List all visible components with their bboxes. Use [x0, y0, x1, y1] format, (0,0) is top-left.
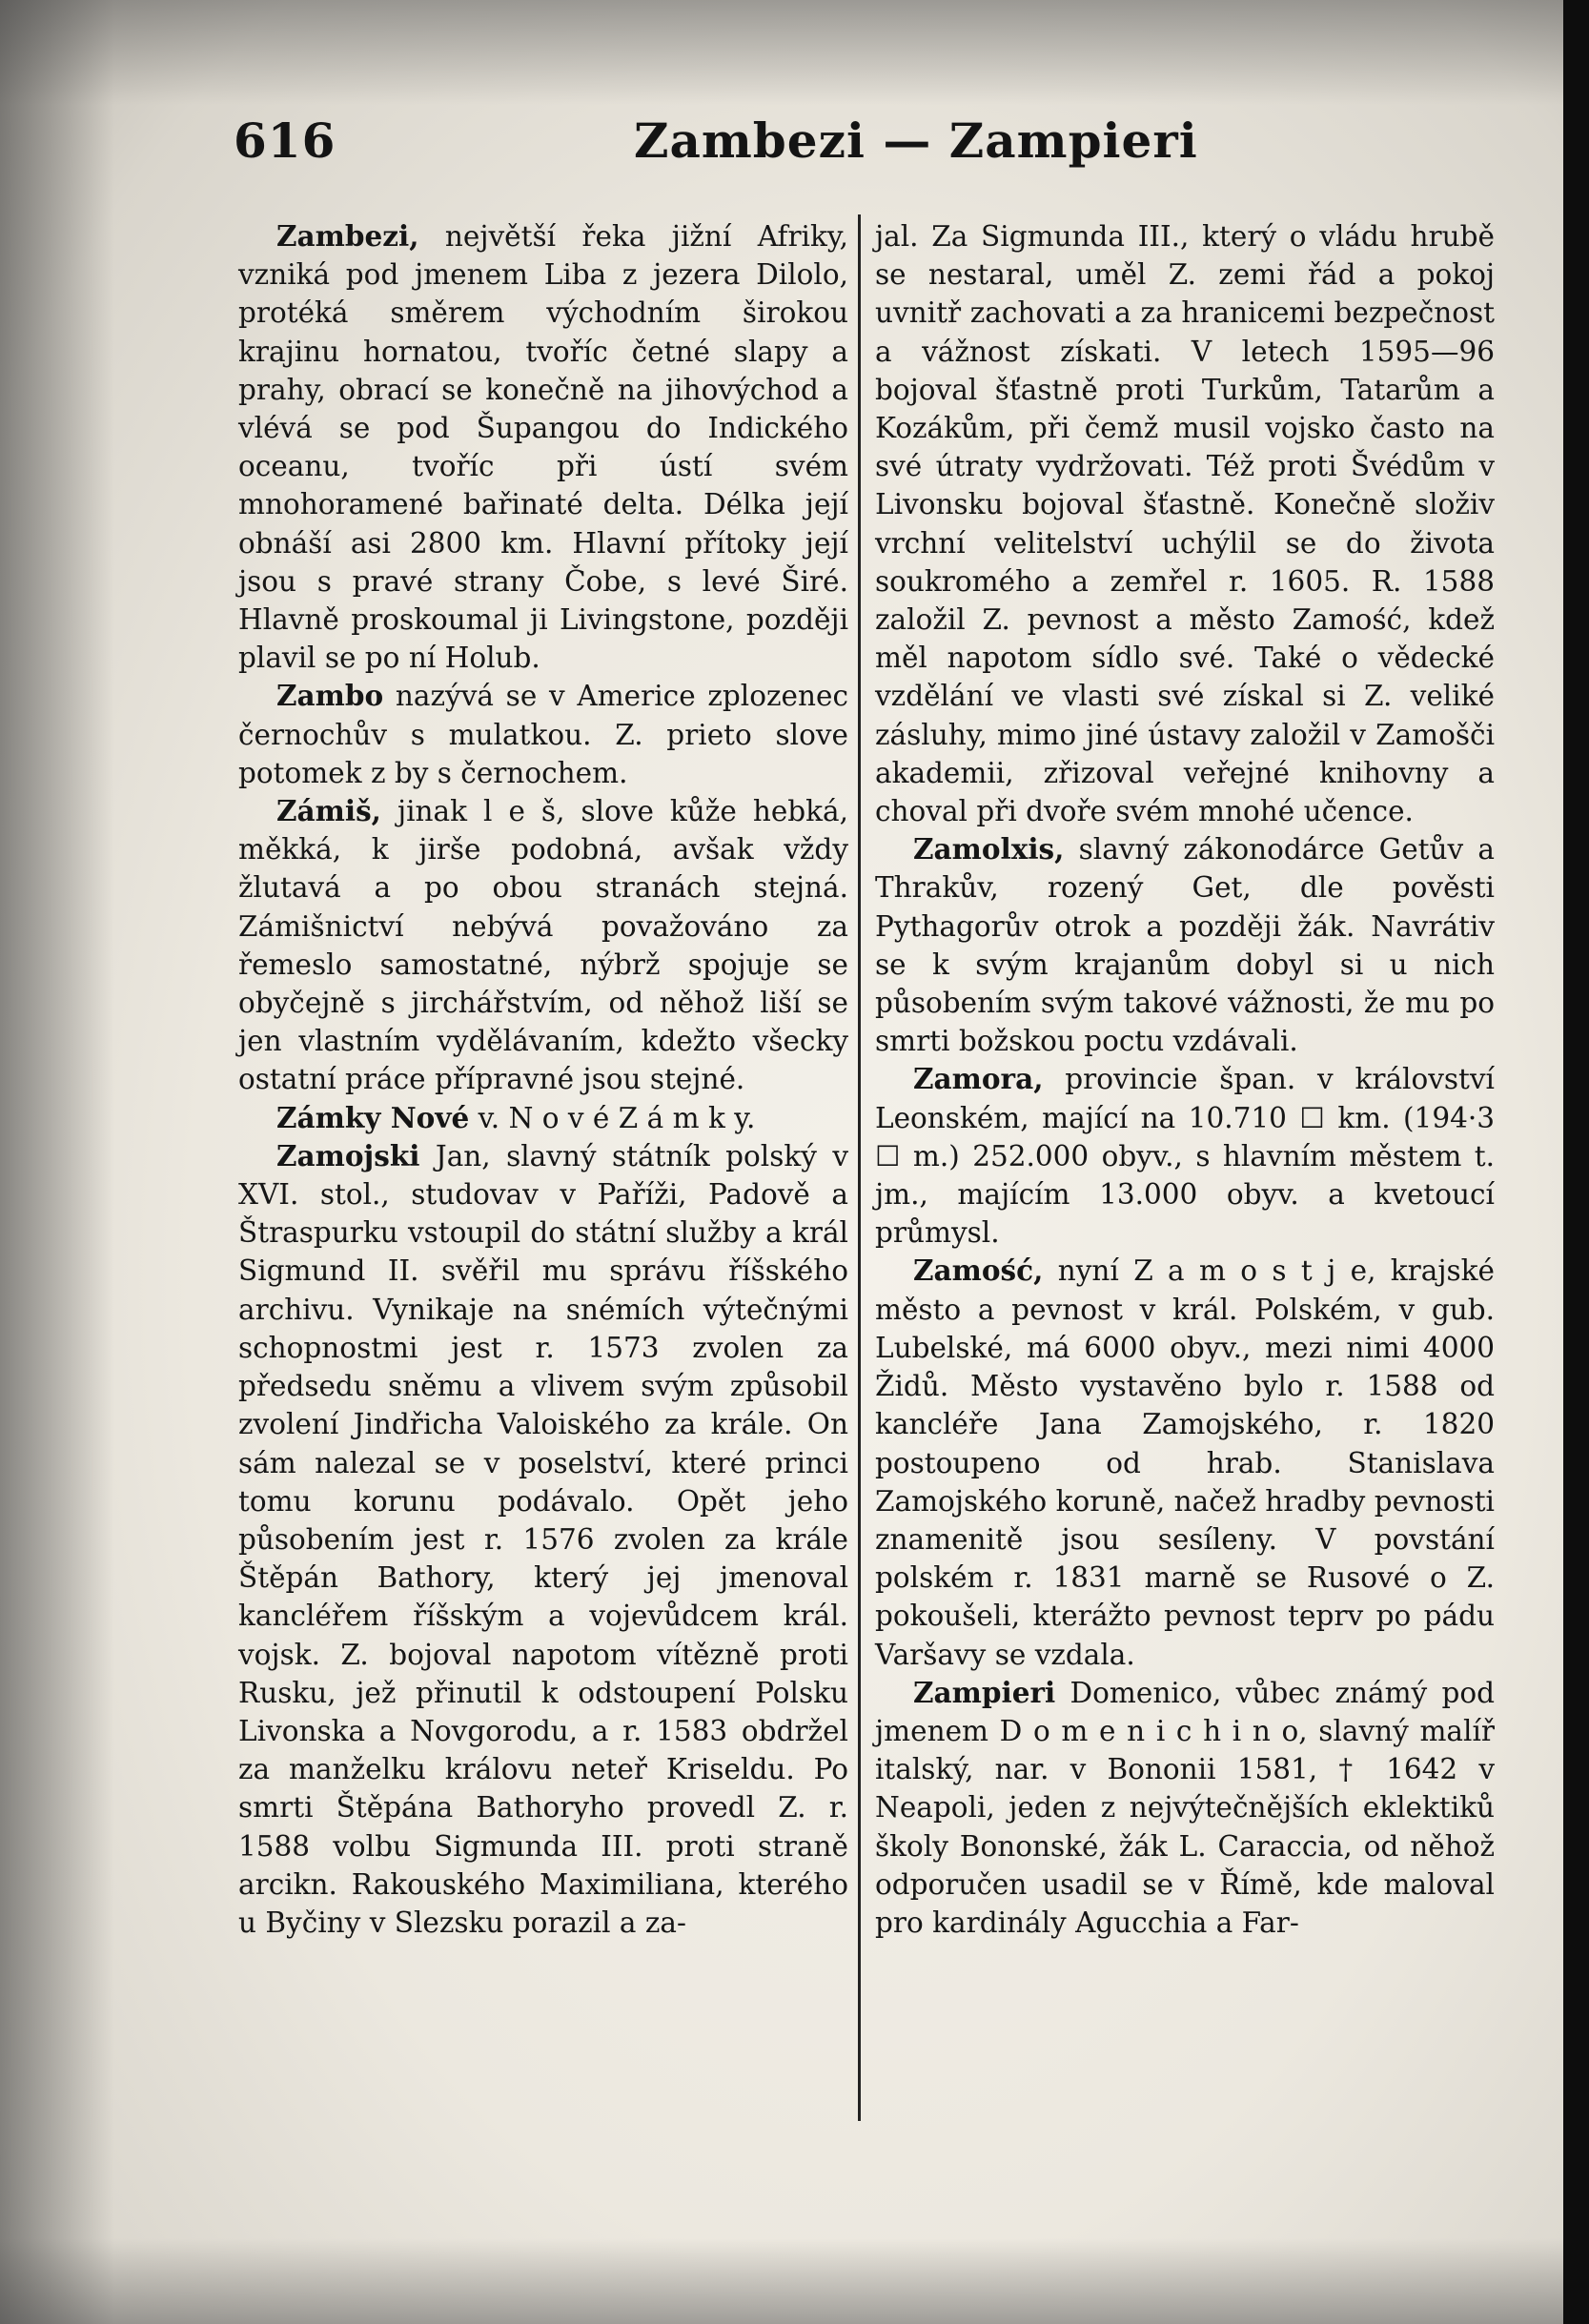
entry-text: jinak l e š, slove kůže hebká, měkká, k jirše podobná, avšak vždy žlutavá a po obou stranách stejná. Zámišnictví nebývá považováno za řemeslo samostatné, nýbrž spojuje se obyčejně s jirchářstvím, od něhož liší se jen vlastním vydělávaním, kdežto všecky ostatní práce přípravné jsou stejné. — [238, 795, 848, 1096]
headword: Zamolxis, — [913, 832, 1065, 866]
entry-text: v. N o v é Z á m k y. — [469, 1101, 756, 1134]
headword: Zambo — [276, 679, 384, 713]
entry-text: slavný zákonodárce Getův a Thrakův, rozený Get, dle pověsti Pythagorův otrok a později žák. Navrátiv se k svým krajanům dobyl si u nich působením svým takové vážnosti, že mu po smrti božskou poctu vzdávali. — [875, 833, 1495, 1058]
entry-zamosc — [875, 1252, 1495, 1673]
entry-zamojski-continuation: jal. Za Sigmunda III., který o vládu hrubě se nestaral, uměl Z. zemi řád a pokoj uvnitř zachovati a za hranicemi bezpečnost a vážnost získati. V letech 1595—96 bojoval šťastně proti Turkům, Tatarům a Kozákům, při čemž musil vojsko často na své útraty vydržovati. Též proti Švédům v Livonsku bojoval šťastně. Konečně složiv vrchní velitelství uchýlil se do života soukromého a zemřel r. 1605. R. 1588 založil Z. pevnost a město Zamość, kdež měl napotom sídlo své. Také o vědecké vzdělání ve vlasti své získal si Z. veliké zásluhy, mimo jiné ústavy založil v Zamošči akademii, zřizoval veřejné knihovny a choval při dvoře svém mnohé učence. — [875, 220, 1495, 828]
entry-zamolxis — [875, 830, 1495, 1060]
entry-zamis — [238, 792, 848, 1099]
running-title: Zambezi — Zampieri — [634, 112, 1198, 169]
entry-zampieri — [875, 1674, 1495, 1942]
headword: Zambezi, — [276, 219, 419, 253]
entry-text: největší řeka jižní Afriky, vzniká pod jmenem Liba z jezera Dilolo, protéká směrem východním širokou krajinu hornatou, tvoříc četné slapy a prahy, obrací se konečně na jihovýchod a vlévá se pod Šupangou do Indického oceanu, tvoříc při ústí svém mnohoramené bařinaté delta. Délka její obnáší asi 2800 km. Hlavní přítoky její jsou s pravé strany Čobe, s levé Širé. Hlavně proskoumal ji Livingstone, později plavil se po ní Holub. — [238, 220, 848, 675]
headword: Zámky Nové — [276, 1100, 470, 1134]
left-column — [238, 217, 848, 1942]
page-shadow-bottom — [0, 2238, 1563, 2324]
entry-text: nyní Z a m o s t j e, krajské město a pevnost v král. Polském, v gub. Lubelské, má 6000 obyv., mezi nimi 4000 Židů. Město vystavěno bylo r. 1588 od kancléře Jana Zamojského, r. 1820 postoupeno od hrab. Stanislava Zamojského koruně, načež hradby pevnosti znamenitě jsou sesíleny. V povstání polském r. 1831 marně se Rusové o Z. pokoušeli, kterážto pevnost teprv po pádu Varšavy se vzdala. — [875, 1254, 1495, 1671]
entry-zamojski — [238, 1137, 848, 1942]
entry-zamky-nove — [238, 1099, 848, 1137]
column-divider — [858, 214, 861, 2121]
right-column — [875, 217, 1495, 1942]
entry-text: Domenico, vůbec známý pod jmenem D o m e n i c h i n o, slavný malíř italský, nar. v Bononii 1581, † 1642 v Neapoli, jeden z nejvýtečnějších eklektiků školy Bononské, žák L. Caraccia, od něhož odporučen usadil se v Římě, kde maloval pro kardinály Agucchia a Far- — [875, 1676, 1495, 1939]
headword: Zámiš, — [276, 794, 381, 828]
page-number: 616 — [234, 112, 336, 169]
page-shadow-left — [0, 0, 114, 2324]
headword: Zampieri — [913, 1675, 1056, 1709]
entry-text: provincie špan. v království Leonském, mající na 10.710 ☐ km. (194·3 ☐ m.) 252.000 obyv., s hlavním městem t. jm., majícím 13.000 obyv. a kvetoucí průmysl. — [875, 1063, 1495, 1250]
headword: Zamora, — [913, 1062, 1044, 1096]
headword: Zamojski — [276, 1138, 420, 1172]
entry-text: nazývá se v Americe zplozenec černochův s mulatkou. Z. prieto slove potomek z by s černochem. — [238, 680, 848, 789]
entry-zambo — [238, 677, 848, 792]
headword: Zamość, — [913, 1254, 1044, 1288]
entry-zamora — [875, 1060, 1495, 1252]
page-header — [234, 112, 1501, 179]
page-shadow-top — [0, 0, 1563, 105]
entry-text: Jan, slavný státník polský v XVI. stol., studovav v Paříži, Padově a Štraspurku vstoupil do státní služby a král Sigmund II. svěřil mu správu říšského archivu. Vynikaje na snémích výtečnými schopnostmi jest r. 1573 zvolen za předsedu sněmu a vlivem svým způsobil zvolení Jindřicha Valoiského za krále. On sám nalezal se v poselství, které princi tomu korunu podávalo. Opět jeho působením jest r. 1576 zvolen za krále Štěpán Bathory, který jej jmenoval kancléřem říšským a vojevůdcem král. vojsk. Z. bojoval napotom vítězně proti Rusku, jež přinutil k odstoupení Polsku Livonska a Novgorodu, a r. 1583 obdržel za manželku královu neteř Kriseldu. Po smrti Štěpána Bathoryho provedl Z. r. 1588 volbu Sigmunda III. proti straně arcikn. Rakouského Maximiliana, kterého u Byčiny v Slezsku porazil a za- — [238, 1139, 848, 1939]
entry-zambezi — [238, 217, 848, 677]
scan-border-right — [1563, 0, 1589, 2324]
